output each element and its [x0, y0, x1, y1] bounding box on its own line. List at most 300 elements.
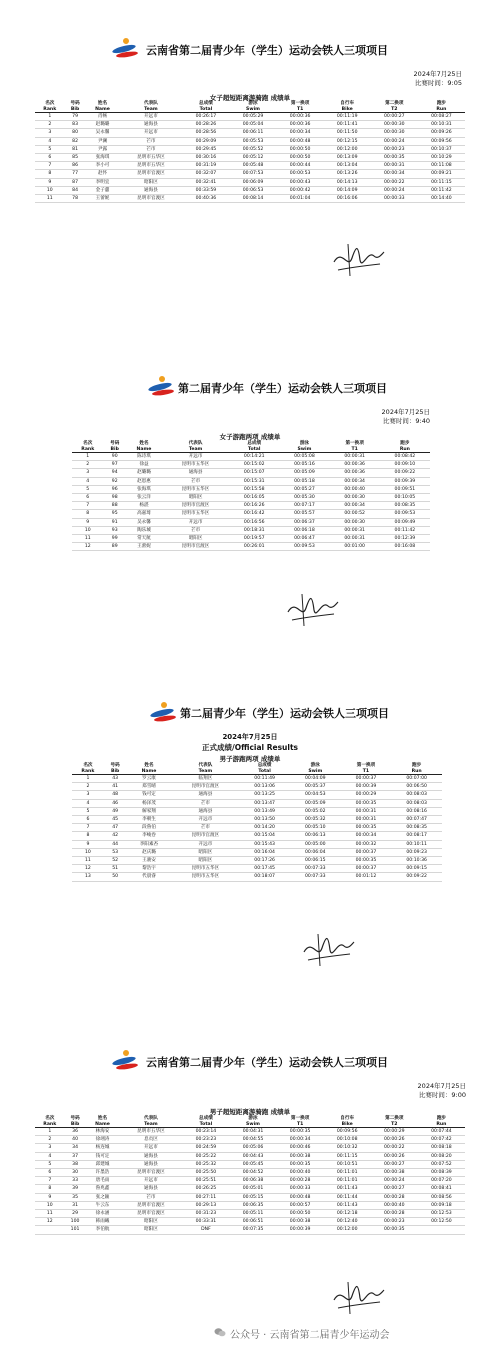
table-cell: 00:00:48	[277, 1193, 324, 1201]
table-cell: 11	[72, 535, 104, 543]
table-row	[35, 1201, 465, 1209]
table-cell: 00:06:35	[229, 1201, 276, 1209]
table-cell: 昆明市五华区	[119, 162, 182, 170]
table-cell: 00:15:04	[239, 832, 290, 840]
table-cell: 昆明市五华区	[172, 865, 240, 873]
column-header-en: Run	[418, 107, 465, 113]
results-table	[72, 763, 442, 882]
table-cell: 79	[65, 113, 86, 121]
table-cell: 52	[104, 857, 127, 865]
table-cell: 97	[104, 461, 126, 469]
table-cell: 00:10:08	[324, 1136, 371, 1144]
table-cell: 00:05:02	[290, 807, 341, 815]
column-header-cn: 姓名	[144, 763, 154, 768]
race-time: 比赛时间：9:00	[418, 1091, 466, 1099]
table-cell: 10	[35, 1201, 65, 1209]
table-cell: 00:00:32	[341, 840, 392, 848]
column-header-en: Swim	[279, 447, 329, 453]
table-cell: 00:25:50	[182, 1169, 229, 1177]
table-cell: 91	[104, 518, 126, 526]
table-cell: 86	[65, 162, 86, 170]
race-date: 2024年7月25日	[381, 408, 430, 416]
table-cell	[35, 1226, 65, 1234]
table-cell: 00:24:59	[182, 1144, 229, 1152]
table-cell: 00:06:51	[229, 1218, 276, 1226]
table-row	[35, 1160, 465, 1168]
table-cell: 00:05:30	[279, 494, 329, 502]
table-cell: 00:11:43	[324, 1201, 371, 1209]
table-cell: 00:11:43	[324, 1185, 371, 1193]
table-cell: 00:00:53	[277, 170, 324, 178]
table-cell: 00:00:30	[371, 129, 418, 137]
table-cell: 3	[35, 1144, 65, 1152]
table-cell: 00:05:09	[279, 469, 329, 477]
table-row	[35, 113, 465, 121]
table-cell: 00:25:22	[182, 1152, 229, 1160]
column-header-en: Run	[380, 447, 430, 453]
table-cell: 6	[35, 1169, 65, 1177]
table-row	[35, 1128, 465, 1136]
table-row	[35, 154, 465, 162]
column-header-en: T1	[330, 447, 380, 453]
table-row	[72, 873, 442, 881]
table-cell: 00:00:36	[277, 121, 324, 129]
table-cell: 肖畅	[86, 113, 120, 121]
table-cell: 35	[65, 1193, 86, 1201]
table-cell: 00:12:39	[380, 535, 430, 543]
table-cell: 00:14:21	[229, 453, 279, 461]
table-row	[35, 186, 465, 194]
table-cell: 00:13:47	[239, 799, 290, 807]
table-cell: 94	[104, 469, 126, 477]
table-cell: 9	[35, 178, 65, 186]
table-cell: 00:07:35	[229, 1226, 276, 1234]
table-cell: 5	[35, 145, 65, 153]
table-cell: 00:11:19	[324, 113, 371, 121]
table-cell: 昆明市官渡区	[119, 1201, 182, 1209]
table-cell: 6	[72, 494, 104, 502]
table-cell: 许墨浩	[86, 1169, 120, 1177]
table-cell: 3	[72, 791, 104, 799]
table-cell: 昆明市五华区	[162, 485, 229, 493]
table-cell: 昆明市官渡区	[119, 195, 182, 203]
table-cell: 29	[65, 1210, 86, 1218]
table-cell: 4	[35, 1152, 65, 1160]
table-cell: 00:07:47	[391, 816, 442, 824]
table-cell: 00:33:59	[182, 186, 229, 194]
table-cell: 林海安	[86, 1128, 120, 1136]
table-cell: 00:00:31	[341, 816, 392, 824]
table-cell: 开远市	[172, 816, 240, 824]
column-header-en: Bib	[65, 1122, 86, 1128]
table-row	[72, 832, 442, 840]
table-cell: 00:00:31	[371, 162, 418, 170]
table-cell: 00:00:42	[277, 186, 324, 194]
table-cell: 00:14:20	[239, 824, 290, 832]
table-cell: 赵怀	[86, 170, 120, 178]
table-cell: 00:00:30	[330, 518, 380, 526]
column-header-en: T2	[371, 107, 418, 113]
table-cell: 00:11:15	[418, 178, 465, 186]
table-cell: 00:09:23	[391, 848, 442, 856]
table-cell: 00:16:26	[229, 502, 279, 510]
table-row	[35, 121, 465, 129]
table-cell: 金子蕙	[86, 186, 120, 194]
table-cell: 昭阳区	[119, 1218, 182, 1226]
table-row	[72, 469, 430, 477]
table-cell: 00:08:39	[418, 1169, 465, 1177]
table-cell: 00:06:47	[279, 535, 329, 543]
table-cell: 00:04:31	[229, 1128, 276, 1136]
column-header-en: Total	[239, 769, 290, 775]
table-cell: 昆明市五华区	[172, 873, 240, 881]
table-cell: 00:09:18	[418, 1201, 465, 1209]
table-cell: 00:13:04	[324, 162, 371, 170]
table-cell: 00:00:23	[371, 145, 418, 153]
table-cell: 00:00:40	[371, 1201, 418, 1209]
column-header-en: Total	[182, 107, 229, 113]
table-cell: 00:12:00	[324, 145, 371, 153]
table-cell: 00:09:10	[380, 461, 430, 469]
table-row	[72, 477, 430, 485]
column-header-cn: 游泳	[248, 1116, 258, 1121]
referee-signature-icon	[328, 240, 388, 280]
table-cell: 00:08:35	[380, 502, 430, 510]
wechat-icon	[214, 1327, 226, 1338]
table-cell: 00:11:50	[324, 129, 371, 137]
table-cell: 昆明市官渡区	[172, 832, 240, 840]
table-cell: 昆明市官渡区	[162, 543, 229, 551]
table-cell: 00:09:53	[279, 543, 329, 551]
table-cell: 00:26:01	[229, 543, 279, 551]
table-row	[72, 494, 430, 502]
table-cell: 00:05:12	[229, 154, 276, 162]
table-cell: 开远市	[172, 840, 240, 848]
table-cell: 00:00:40	[330, 485, 380, 493]
table-cell: 9	[72, 518, 104, 526]
column-header-en: Rank	[72, 447, 104, 453]
table-cell: 93	[104, 526, 126, 534]
table-cell: 00:17:45	[239, 865, 290, 873]
table-cell: 10	[35, 186, 65, 194]
table-cell: 00:15:43	[239, 840, 290, 848]
column-header-cn: 跑步	[436, 101, 447, 106]
table-cell: 5	[72, 807, 104, 815]
table-cell: 00:10:51	[324, 1160, 371, 1168]
table-cell: 00:05:29	[229, 113, 276, 121]
table-cell: 5	[35, 1160, 65, 1168]
table-cell: 00:07:42	[418, 1136, 465, 1144]
table-cell: 99	[104, 535, 126, 543]
table-cell: 昭阳区	[172, 857, 240, 865]
table-cell: 00:09:53	[380, 510, 430, 518]
table-cell: 00:10:31	[418, 121, 465, 129]
table-cell: 韩雨曦	[86, 1218, 120, 1226]
results-table	[35, 101, 465, 203]
table-cell: 82	[65, 137, 86, 145]
table-cell: 00:04:43	[229, 1152, 276, 1160]
document-title: 云南省第二届青少年（学生）运动会铁人三项项目	[146, 1056, 388, 1069]
table-cell: 昭阳区	[119, 1226, 182, 1234]
table-cell: 100	[65, 1218, 86, 1226]
column-header-en: Swim	[229, 1122, 276, 1128]
table-cell: 芒市	[119, 145, 182, 153]
table-cell: 00:25:32	[182, 1160, 229, 1168]
table-cell: 昭阳区	[172, 848, 240, 856]
table-cell: 00:00:48	[277, 137, 324, 145]
table-cell: 36	[65, 1128, 86, 1136]
table-cell: 00:00:35	[371, 154, 418, 162]
table-cell: 49	[104, 807, 127, 815]
table-cell: 00:00:36	[277, 113, 324, 121]
table-row	[72, 526, 430, 534]
table-cell: 00:25:51	[182, 1177, 229, 1185]
table-cell: 00:00:35	[341, 799, 392, 807]
table-row	[35, 1185, 465, 1193]
table-cell: 00:06:50	[391, 783, 442, 791]
results-table	[72, 441, 430, 551]
table-cell: 00:11:41	[324, 121, 371, 129]
table-cell: 通海县	[172, 807, 240, 815]
column-header-cn: 游泳	[310, 763, 320, 768]
results-table	[35, 1116, 465, 1235]
table-cell: 昆明市五华区	[119, 1128, 182, 1136]
table-cell: 段鲁伯	[126, 824, 171, 832]
document-title: 云南省第二届青少年（学生）运动会铁人三项项目	[146, 44, 388, 57]
table-cell: 4	[72, 799, 104, 807]
table-cell: 00:15:31	[229, 477, 279, 485]
table-cell: 2	[72, 783, 104, 791]
table-cell: 00:06:13	[290, 832, 341, 840]
column-header-en: Name	[86, 1122, 120, 1128]
games-logo-icon	[112, 38, 140, 60]
column-header-cn: 游泳	[248, 101, 258, 106]
table-row	[35, 1193, 465, 1201]
table-cell: 00:00:26	[371, 1152, 418, 1160]
table-cell: 00:06:37	[279, 518, 329, 526]
table-cell: 42	[104, 832, 127, 840]
table-cell: 78	[65, 195, 86, 203]
table-cell: 00:05:10	[290, 824, 341, 832]
table-row	[72, 857, 442, 865]
table-cell: 芒市	[172, 799, 240, 807]
table-cell: 赵恩惠	[126, 477, 162, 485]
table-cell: 3	[35, 129, 65, 137]
table-cell: 2	[35, 121, 65, 129]
table-cell: 3	[72, 469, 104, 477]
table-cell: 00:26:17	[182, 113, 229, 121]
table-cell: 00:08:27	[418, 113, 465, 121]
table-cell: 00:00:24	[371, 1177, 418, 1185]
table-row	[72, 799, 442, 807]
table-cell: 00:08:20	[418, 1152, 465, 1160]
table-cell: 00:32:41	[182, 178, 229, 186]
table-cell: 00:00:33	[277, 1185, 324, 1193]
table-row	[72, 775, 442, 783]
header-row-cn	[35, 1116, 465, 1122]
table-cell: 9	[35, 1193, 65, 1201]
table-cell: 1	[35, 113, 65, 121]
table-cell: 00:00:52	[330, 510, 380, 518]
table-cell: 00:00:36	[330, 469, 380, 477]
table-cell: 81	[65, 145, 86, 153]
table-cell: 00:00:39	[341, 783, 392, 791]
table-cell: 通海县	[172, 791, 240, 799]
table-cell: 00:09:22	[380, 469, 430, 477]
table-cell: 张海琪	[126, 485, 162, 493]
table-cell: 00:05:57	[279, 510, 329, 518]
table-cell: 00:13:49	[239, 807, 290, 815]
table-cell: 00:00:28	[371, 1193, 418, 1201]
table-cell: 00:13:25	[239, 791, 290, 799]
table-cell: 昆明市五华区	[162, 510, 229, 518]
table-cell: 00:12:53	[418, 1210, 465, 1218]
table-cell: 00:10:37	[418, 145, 465, 153]
table-cell: 33	[65, 1177, 86, 1185]
table-cell: 00:14:13	[324, 178, 371, 186]
table-cell: 00:05:27	[279, 485, 329, 493]
column-header-cn: 第一换项	[356, 763, 376, 768]
column-header-cn: 号码	[110, 441, 120, 446]
table-cell: 00:00:24	[371, 186, 418, 194]
table-cell: 30	[65, 1169, 86, 1177]
table-cell: 00:07:53	[229, 170, 276, 178]
table-cell: 常天航	[126, 535, 162, 543]
table-cell: 芒市	[172, 824, 240, 832]
column-header-en: Rank	[72, 769, 104, 775]
table-cell: 00:00:37	[341, 848, 392, 856]
table-cell: 00:10:32	[324, 1144, 371, 1152]
table-cell: 87	[65, 178, 86, 186]
column-header-en: T1	[277, 107, 324, 113]
table-cell	[418, 1226, 465, 1234]
column-header-cn: 第二换项	[385, 101, 404, 106]
table-cell: 00:13:50	[239, 816, 290, 824]
table-cell: 00:05:53	[229, 137, 276, 145]
table-cell: 00:00:27	[371, 113, 418, 121]
table-cell: 12	[72, 543, 104, 551]
table-cell: 李峻卷	[126, 832, 171, 840]
games-logo-icon	[148, 376, 176, 398]
results-section-men-super-sprint	[0, 1020, 500, 1360]
table-cell: 00:09:49	[380, 518, 430, 526]
table-cell: 00:08:41	[418, 1185, 465, 1193]
race-time: 比赛时间：9:40	[382, 417, 430, 425]
table-cell: 00:09:26	[418, 129, 465, 137]
table-cell: 00:09:21	[418, 170, 465, 178]
table-cell: 34	[65, 1144, 86, 1152]
table-cell: 昆明市官渡区	[119, 1210, 182, 1218]
table-cell: 王骏安	[126, 857, 171, 865]
table-cell: 7	[72, 824, 104, 832]
table-cell: 00:28:56	[182, 129, 229, 137]
table-cell: 00:13:26	[324, 170, 371, 178]
column-header-en: Bib	[104, 769, 127, 775]
table-cell: 代晨睿	[126, 873, 171, 881]
column-header-cn: 代表队	[144, 101, 158, 106]
table-cell: 00:00:35	[341, 824, 392, 832]
table-cell: 00:10:05	[380, 494, 430, 502]
table-cell: 00:28:26	[182, 121, 229, 129]
race-date: 2024年7月25日	[417, 1082, 466, 1090]
table-cell: 88	[104, 502, 126, 510]
column-header-cn: 第二换项	[385, 1116, 404, 1121]
column-header-en: Name	[126, 769, 171, 775]
table-cell: 96	[104, 485, 126, 493]
games-logo-icon	[112, 1050, 140, 1072]
table-cell: 昆明市官渡区	[119, 1169, 182, 1177]
table-cell: 00:00:50	[277, 154, 324, 162]
table-cell: 通海县	[119, 1152, 182, 1160]
column-header-en: Swim	[290, 769, 341, 775]
column-header-en: Bike	[324, 107, 371, 113]
table-cell: 51	[104, 865, 127, 873]
table-cell: 00:08:18	[418, 1144, 465, 1152]
table-cell: 00:06:11	[229, 129, 276, 137]
table-cell: 37	[65, 1152, 86, 1160]
column-header-cn: 第一换项	[290, 1116, 310, 1121]
table-row	[35, 178, 465, 186]
table-row	[72, 791, 442, 799]
table-cell: 00:11:01	[324, 1169, 371, 1177]
results-section-women-super-sprint	[0, 0, 500, 340]
table-cell: 6	[35, 154, 65, 162]
table-cell: 通海县	[119, 121, 182, 129]
table-cell: 00:07:00	[391, 775, 442, 783]
column-header-cn: 名次	[45, 101, 55, 106]
table-cell: 尹露	[86, 145, 120, 153]
table-cell: 8	[35, 1185, 65, 1193]
table-cell: 00:05:01	[229, 1185, 276, 1193]
table-cell: 李小可	[86, 162, 120, 170]
table-cell: 张云洋	[126, 494, 162, 502]
column-header-en: Bib	[65, 107, 86, 113]
table-cell: 尹澜	[86, 137, 120, 145]
table-cell: 00:14:09	[324, 186, 371, 194]
table-cell: 7	[35, 1177, 65, 1185]
column-header-en: Rank	[35, 1122, 65, 1128]
table-cell: 00:05:18	[279, 477, 329, 485]
table-row	[35, 1152, 465, 1160]
table-cell: 31	[65, 1201, 86, 1209]
table-cell: 8	[72, 510, 104, 518]
table-cell: 80	[65, 129, 86, 137]
table-cell: 00:04:52	[229, 1169, 276, 1177]
table-cell: 00:05:11	[229, 1210, 276, 1218]
table-row	[35, 129, 465, 137]
table-row	[35, 1226, 465, 1234]
table-cell: 00:23:14	[182, 1128, 229, 1136]
table-cell: 53	[104, 848, 127, 856]
table-cell: 00:00:34	[330, 477, 380, 485]
table-cell: 90	[104, 453, 126, 461]
table-cell: 杨湛	[126, 502, 162, 510]
table-cell: 杨连城	[86, 1144, 120, 1152]
table-cell: 00:12:18	[324, 1210, 371, 1218]
table-cell: 00:00:27	[371, 1185, 418, 1193]
table-cell: 00:00:34	[330, 502, 380, 510]
table-cell: 临翔区	[172, 775, 240, 783]
race-date: 2024年7月25日	[222, 733, 278, 741]
table-row	[35, 162, 465, 170]
table-row	[72, 807, 442, 815]
table-cell: 00:00:26	[371, 1136, 418, 1144]
table-cell: 00:00:57	[277, 1201, 324, 1209]
table-cell: 钱可定	[86, 1152, 120, 1160]
column-header-cn: 姓名	[97, 1116, 108, 1121]
table-cell: 00:11:49	[239, 775, 290, 783]
table-cell: 101	[65, 1226, 86, 1234]
